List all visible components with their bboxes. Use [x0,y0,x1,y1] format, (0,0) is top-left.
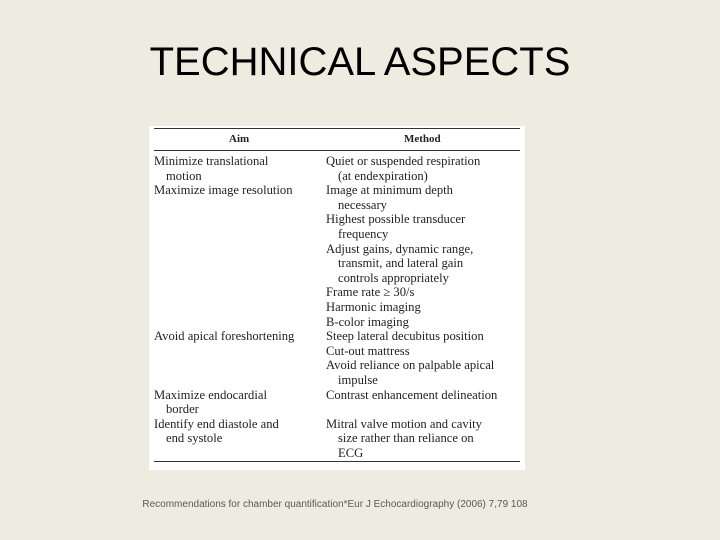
aim-cell [154,329,326,387]
method-line: size rather than reliance on [338,431,474,446]
table-bottom-rule [154,461,520,462]
table-body [154,154,520,460]
method-line: Frame rate ≥ 30/s [326,285,415,300]
method-item [326,183,520,212]
aim-line: Maximize endocardial [154,387,267,402]
method-item [326,242,520,286]
aim-line: Identify end diastole and [154,416,279,431]
slide-title: TECHNICAL ASPECTS [149,40,571,84]
method-cell [326,388,520,417]
method-line: Contrast enhancement delineation [326,387,498,402]
method-line: Quiet or suspended respiration [326,154,481,168]
column-header-aim: Aim [229,133,250,145]
method-line: Mitral valve motion and cavity [326,416,482,431]
column-header-method: Method [404,133,441,145]
aim-cell [154,417,326,461]
aim-line: Avoid apical foreshortening [154,329,295,344]
method-line: Harmonic imaging [326,299,421,314]
table-top-rule [154,128,520,129]
aim-line: Minimize translational [154,154,269,168]
aim-text [154,329,326,344]
aim-cell [154,183,326,329]
aim-line: end systole [166,431,223,446]
method-cell [326,417,520,461]
citation: Recommendations for chamber quantification*Eur J Echocardiography (2006) 7,79 108 [142,499,528,510]
method-item [326,417,520,461]
aim-method-table [149,126,525,470]
method-line: frequency [338,226,389,241]
method-line: controls appropriately [338,270,449,285]
method-line: (at endexpiration) [338,168,428,183]
table-row [154,183,520,329]
method-line: B-color imaging [326,314,409,329]
method-item [326,344,520,359]
method-item [326,358,520,387]
method-line: ECG [338,445,364,460]
method-line: Steep lateral decubitus position [326,329,484,344]
method-line: Adjust gains, dynamic range, [326,241,474,256]
aim-text [154,417,326,446]
aim-text [154,183,326,198]
method-line: Avoid reliance on palpable apical [326,358,495,373]
table-row [154,329,520,387]
aim-line: border [166,402,199,417]
method-line: impulse [338,372,378,387]
table-row [154,154,520,183]
method-line: Highest possible transducer [326,212,466,227]
aim-cell [154,388,326,417]
table-header-rule [154,150,520,151]
method-cell [326,154,520,183]
method-item [326,154,520,183]
method-cell [326,329,520,387]
method-item [326,329,520,344]
table-row [154,388,520,417]
aim-cell [154,154,326,183]
method-line: necessary [338,197,387,212]
method-cell [326,183,520,329]
method-item [326,285,520,300]
method-item [326,388,520,403]
aim-line: Maximize image resolution [154,183,293,198]
method-line: Image at minimum depth [326,183,453,198]
method-item [326,300,520,315]
method-line: transmit, and lateral gain [338,256,464,271]
table-row [154,417,520,461]
aim-text [154,388,326,417]
aim-line: motion [166,168,202,183]
method-item [326,212,520,241]
method-line: Cut-out mattress [326,343,410,358]
aim-text [154,154,326,183]
method-item [326,315,520,330]
